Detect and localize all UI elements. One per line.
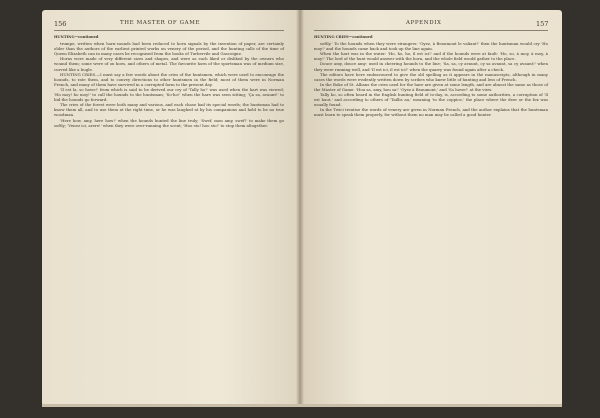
- running-head: THE MASTER OF GAME: [120, 20, 201, 26]
- paragraph: In the Boke of St. Albans the cries used for the hare are given at some length, and are almost the same as those of the Master of Game: 'Hou sa, amy, hou sa!' 'Oyez à Beaumont,' and 'So howe!' at the view.: [314, 81, 548, 92]
- header-rule: [54, 30, 284, 31]
- page-edges: [42, 404, 562, 407]
- page-body: [54, 35, 284, 128]
- paragraph: Tally ho, so often heard in the English hunting field of to-day, is, according to some authorities, a corruption of 'Il est haut,' and according to others of 'Taillis au,' meaning 'to the coppice,' the place where the deer or the fox was usually found.: [314, 92, 548, 108]
- page-number: 157: [536, 20, 549, 28]
- running-head: APPENDIX: [406, 20, 442, 26]
- paragraph: HUNTING CRIES.—I must say a few words about the cries of the huntsmen, which were used to encourage the hounds, to rate them, and to convey directions to other huntsmen in the field; most of them were in Norman French, and many of them have survived in a corrupted form to the present day.: [54, 71, 284, 87]
- paragraph: 'Here how, amy, here how!' when the hounds hunted the line truly; 'Swef, mon amy, swef!' to make them go softly; 'Venez ici, arere!' when they were over-running the scent; 'Hoo sto! hoo sto!' to stop them altogether.: [54, 117, 284, 128]
- paragraph: In the Twici treatise the words of venery are given in Norman French, and the author explains that the huntsman must learn to speak them properly, for without them no man may be called a good hunter.: [314, 107, 548, 118]
- paragraph: trumpe, written when horn-sounds had been reduced to horn signals by the invention of paper, are certainly older than the authors of the earliest printed works on venery of the period, and the hunting calls of the time of Queen Elizabeth can in many cases be recognised from the books of Turbervile and Gascoigne.: [54, 41, 284, 57]
- paragraph: 'Il est la, so howe!' from which is said to be derived our cry of 'Tally ho!' was used when the hart was viewed; 'Ho moy! ho moy!' to call the hounds to the huntsman; 'So-ho!' when the hare was seen sitting; 'Ça sa, avaunt!' to bid the hounds go forward.: [54, 86, 284, 103]
- paragraph: softly.' To the hounds when they were strangers: 'Oyez, à Beaumont le valiant!' then the huntsman would cry 'Ho moy!' and the hounds came back and took up the line again.: [314, 41, 548, 52]
- section-label: HUNTING CRIES—continued: [314, 35, 373, 39]
- section-label: HUNTING—continued: [54, 35, 99, 39]
- paragraph: Douce amy, douce amy: used in cheering hounds to the line; 'Sa, sa, cy avaunt, cy sa avaunt, sa cy avaunt!' when they were running well, and 'Il est ici, il est ici!' when the quarry was found again after a check.: [314, 61, 548, 72]
- header-rule: [314, 30, 548, 31]
- book-spine: [296, 10, 304, 406]
- paragraph: When the hart was in the water: 'Ho, ho, ho, il est ici!' and if the hounds were at fault: 'Ho, so, à moy, à moy, à moy!' The lord of the hunt would answer with the horn, and the whole field would gather to the place.: [314, 51, 548, 62]
- paragraph: The editors have here endeavoured to give the old spelling as it appears in the manuscripts, although in many cases the words were evidently written down by scribes who knew little of hunting and less of French.: [314, 71, 548, 82]
- paragraph: The cries of the forest were both many and various, and each chase had its special words; the huntsman had to know them all, and to use them at the right time, or he was laughed at by his companions and held to be no true woodman.: [54, 102, 284, 118]
- right-page: [300, 10, 562, 406]
- paragraph: Horns were made of very different sizes and shapes, and were as such liked or disliked by the owners who wound them; some were of ox horn, and others of metal. The favourite horn of the sportsman was of medium size, curved like a bugle.: [54, 56, 284, 72]
- page-body: [314, 35, 548, 118]
- page-number: 156: [54, 20, 67, 28]
- left-page: [42, 10, 300, 406]
